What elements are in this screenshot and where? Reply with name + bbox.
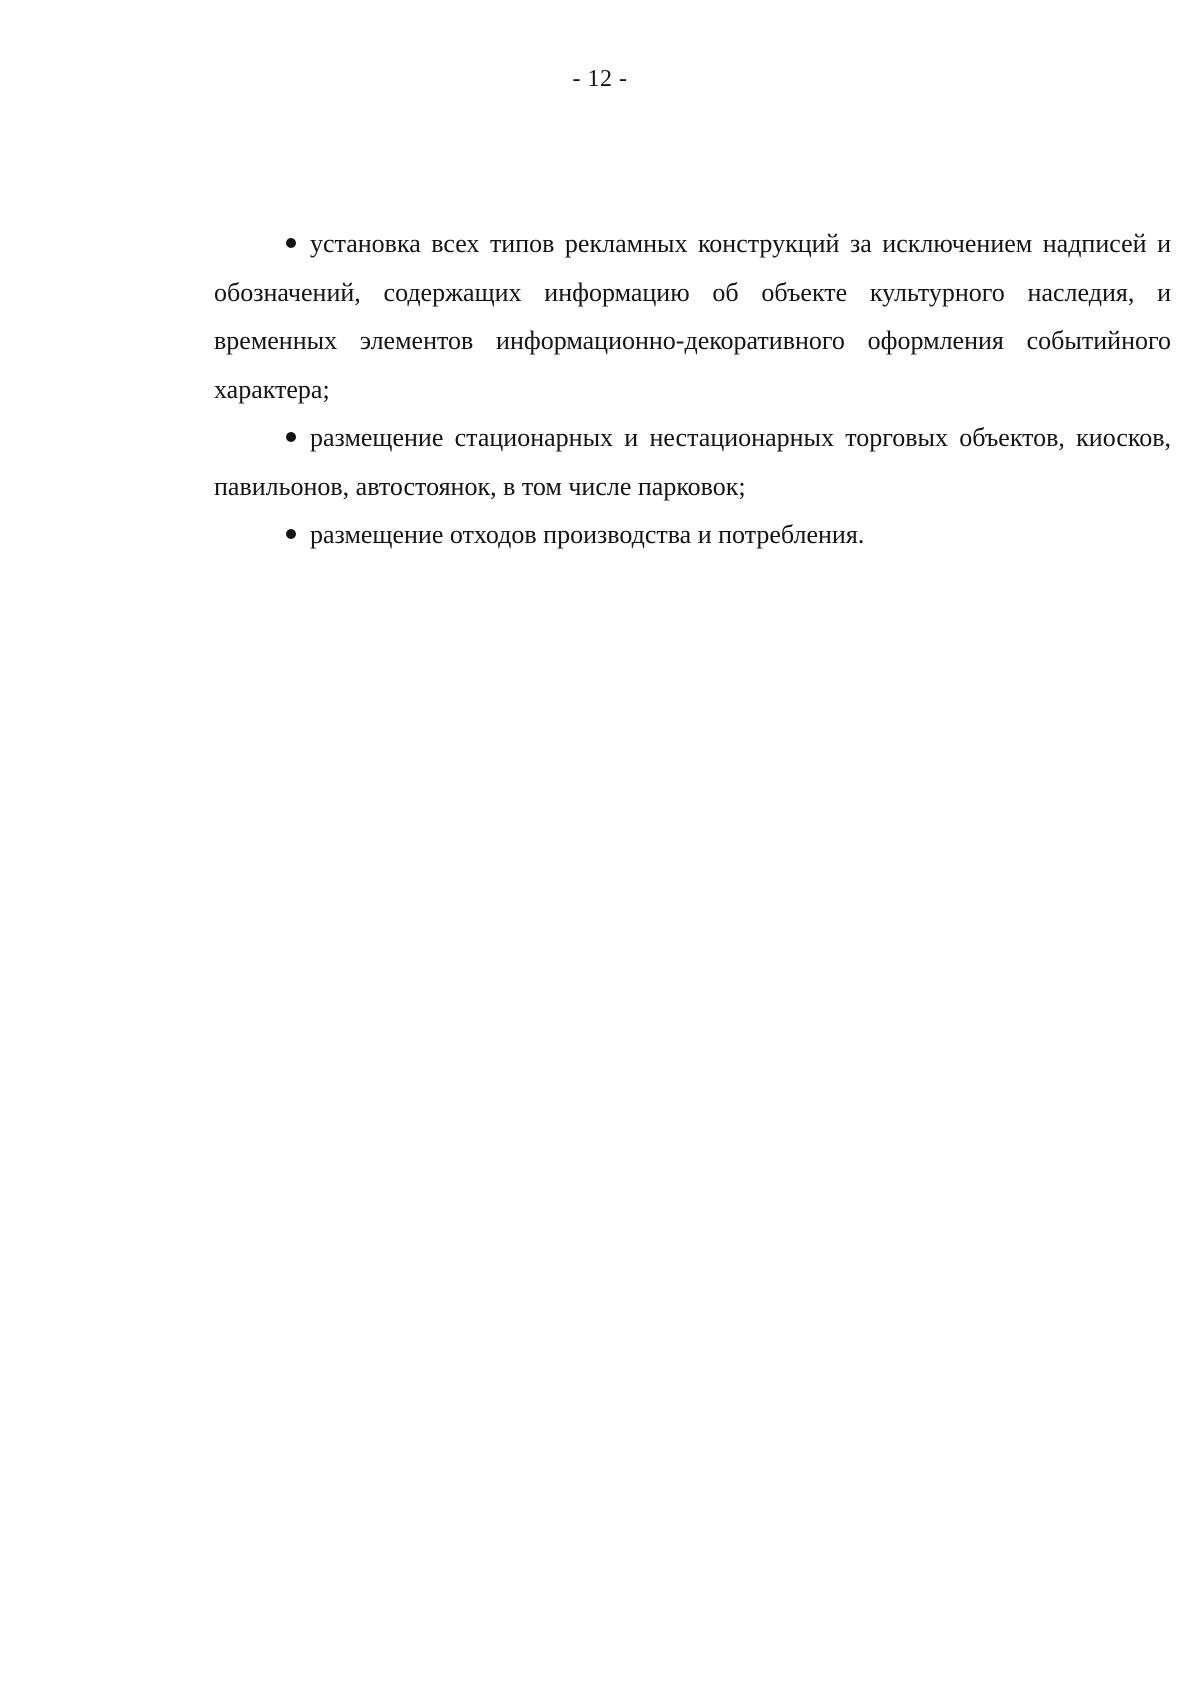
bullet-dot-icon bbox=[286, 529, 296, 539]
bullet-dot-icon bbox=[286, 432, 296, 442]
bullet-item-text: размещение стационарных и нестационарных торговых объектов, киосков, павильонов, автостоянок, в том числе парковок; bbox=[214, 423, 1171, 501]
bullet-list bbox=[214, 220, 1171, 560]
bullet-dot-icon bbox=[286, 238, 296, 248]
bullet-item bbox=[214, 220, 1171, 414]
bullet-item bbox=[214, 414, 1171, 511]
bullet-item-text: установка всех типов рекламных конструкций за исключением надписей и обозначений, содержащих информацию об объекте культурного наследия, и временных элементов информационно-декоративного оформления событийного характера; bbox=[214, 229, 1171, 404]
bullet-item-text: размещение отходов производства и потребления. bbox=[310, 520, 865, 549]
page-number: - 12 - bbox=[572, 66, 628, 92]
bullet-item bbox=[214, 511, 1171, 560]
